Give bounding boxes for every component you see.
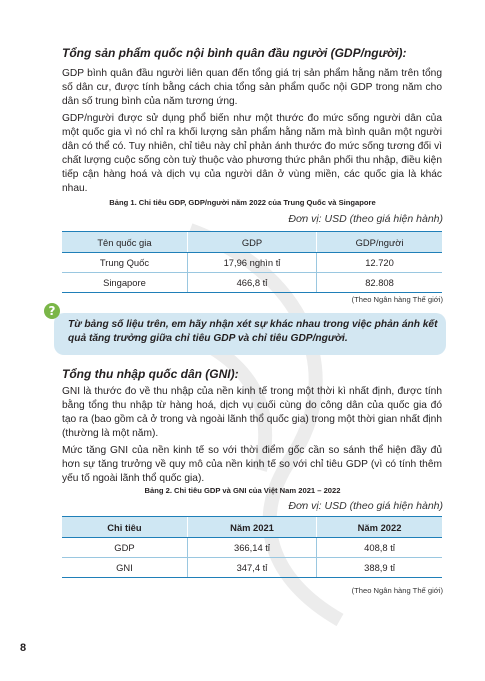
question-text: Từ bảng số liệu trên, em hãy nhận xét sự khác nhau trong việc phản ánh kết quả tăng trưởng giữa chỉ tiêu GDP và chỉ tiêu GDP/người. <box>68 319 438 344</box>
question-icon: ? <box>44 303 60 319</box>
table2 <box>62 516 442 578</box>
table-row <box>62 253 442 273</box>
table-header-cell: Tên quốc gia <box>62 232 187 253</box>
table-header-cell: GDP <box>187 232 316 253</box>
table-cell: 12.720 <box>317 253 442 273</box>
table-cell: Trung Quốc <box>62 253 187 273</box>
paragraph-gni-definition: GNI là thước đo về thu nhập của nền kinh tế trong một thời kì nhất định, được tính bằng tổng thu nhập từ hàng hoá, dịch vụ cuối cùng do công dân của quốc gia đó tạo ra (bao gồm cả ở trong và ngoài lãnh thổ quốc gia) trong một thời gian nhất định (thường là một năm). <box>62 386 442 439</box>
table-header-row <box>62 517 442 538</box>
paragraph-gni-growth: Mức tăng GNI của nền kinh tế so với thời điểm gốc cần so sánh thể hiện đầy đủ hơn sự tăng trưởng về quy mô của nền kinh tế so với chỉ tiêu GDP (vì có tính thêm yếu tố ngoài lãnh thổ quốc gia). <box>62 445 442 484</box>
section-heading-gdp-per-capita: Tổng sản phẩm quốc nội bình quân đầu người (GDP/người): <box>62 46 407 60</box>
page-number: 8 <box>20 642 27 654</box>
table-header-cell: Năm 2021 <box>187 517 316 538</box>
table-cell: 466,8 tỉ <box>187 273 316 293</box>
paragraph-gdp-usage: GDP/người được sử dụng phổ biến như một thước đo mức sống người dân của một quốc gia vì nó chỉ ra khối lượng sản phẩm hằng năm mà bình quân một người dân có thể có. Tuy nhiên, chỉ tiêu này chỉ phản ánh thước đo mức sống tương đối vì chất lượng cuộc sống còn tuỳ thuộc vào phương thức phân phối thu nhập, điều kiện tiếp cận hàng hoá và dịch vụ của người dân ở vùng miền, các quốc gia là khác nhau. <box>62 113 442 194</box>
table-cell: 347,4 tỉ <box>187 558 316 578</box>
table-cell: 366,14 tỉ <box>187 538 316 558</box>
table-row <box>62 273 442 293</box>
table-header-row <box>62 232 442 253</box>
table-cell: 17,96 nghìn tỉ <box>187 253 316 273</box>
table-header-cell: GDP/người <box>317 232 442 253</box>
table-cell: GDP <box>62 538 187 558</box>
table2-source: (Theo Ngân hàng Thế giới) <box>351 586 443 595</box>
table-row <box>62 558 442 578</box>
table-header-cell: Năm 2022 <box>317 517 442 538</box>
table-cell: 388,9 tỉ <box>317 558 442 578</box>
table1 <box>62 231 442 293</box>
table-cell: 82.808 <box>317 273 442 293</box>
table-row <box>62 538 442 558</box>
table1-caption: Bảng 1. Chỉ tiêu GDP, GDP/người năm 2022 của Trung Quốc và Singapore <box>109 198 376 207</box>
table-header-cell: Chỉ tiêu <box>62 517 187 538</box>
table-cell: GNI <box>62 558 187 578</box>
table-cell: 408,8 tỉ <box>317 538 442 558</box>
paragraph-gdp-definition: GDP bình quân đầu người liên quan đến tổng giá trị sản phẩm hằng năm trên tổng số dân cư, được tính bằng cách chia tổng sản phẩm quốc nội GDP trong năm cho dân số trung bình của năm tương ứng. <box>62 68 442 107</box>
table2-caption: Bảng 2. Chỉ tiêu GDP và GNI của Việt Nam 2021 – 2022 <box>144 486 341 495</box>
section-heading-gni: Tổng thu nhập quốc dân (GNI): <box>62 367 239 381</box>
table1-source: (Theo Ngân hàng Thế giới) <box>351 295 443 304</box>
table-cell: Singapore <box>62 273 187 293</box>
table1-unit: Đơn vị: USD (theo giá hiện hành) <box>288 213 443 225</box>
table2-unit: Đơn vị: USD (theo giá hiện hành) <box>288 500 443 512</box>
